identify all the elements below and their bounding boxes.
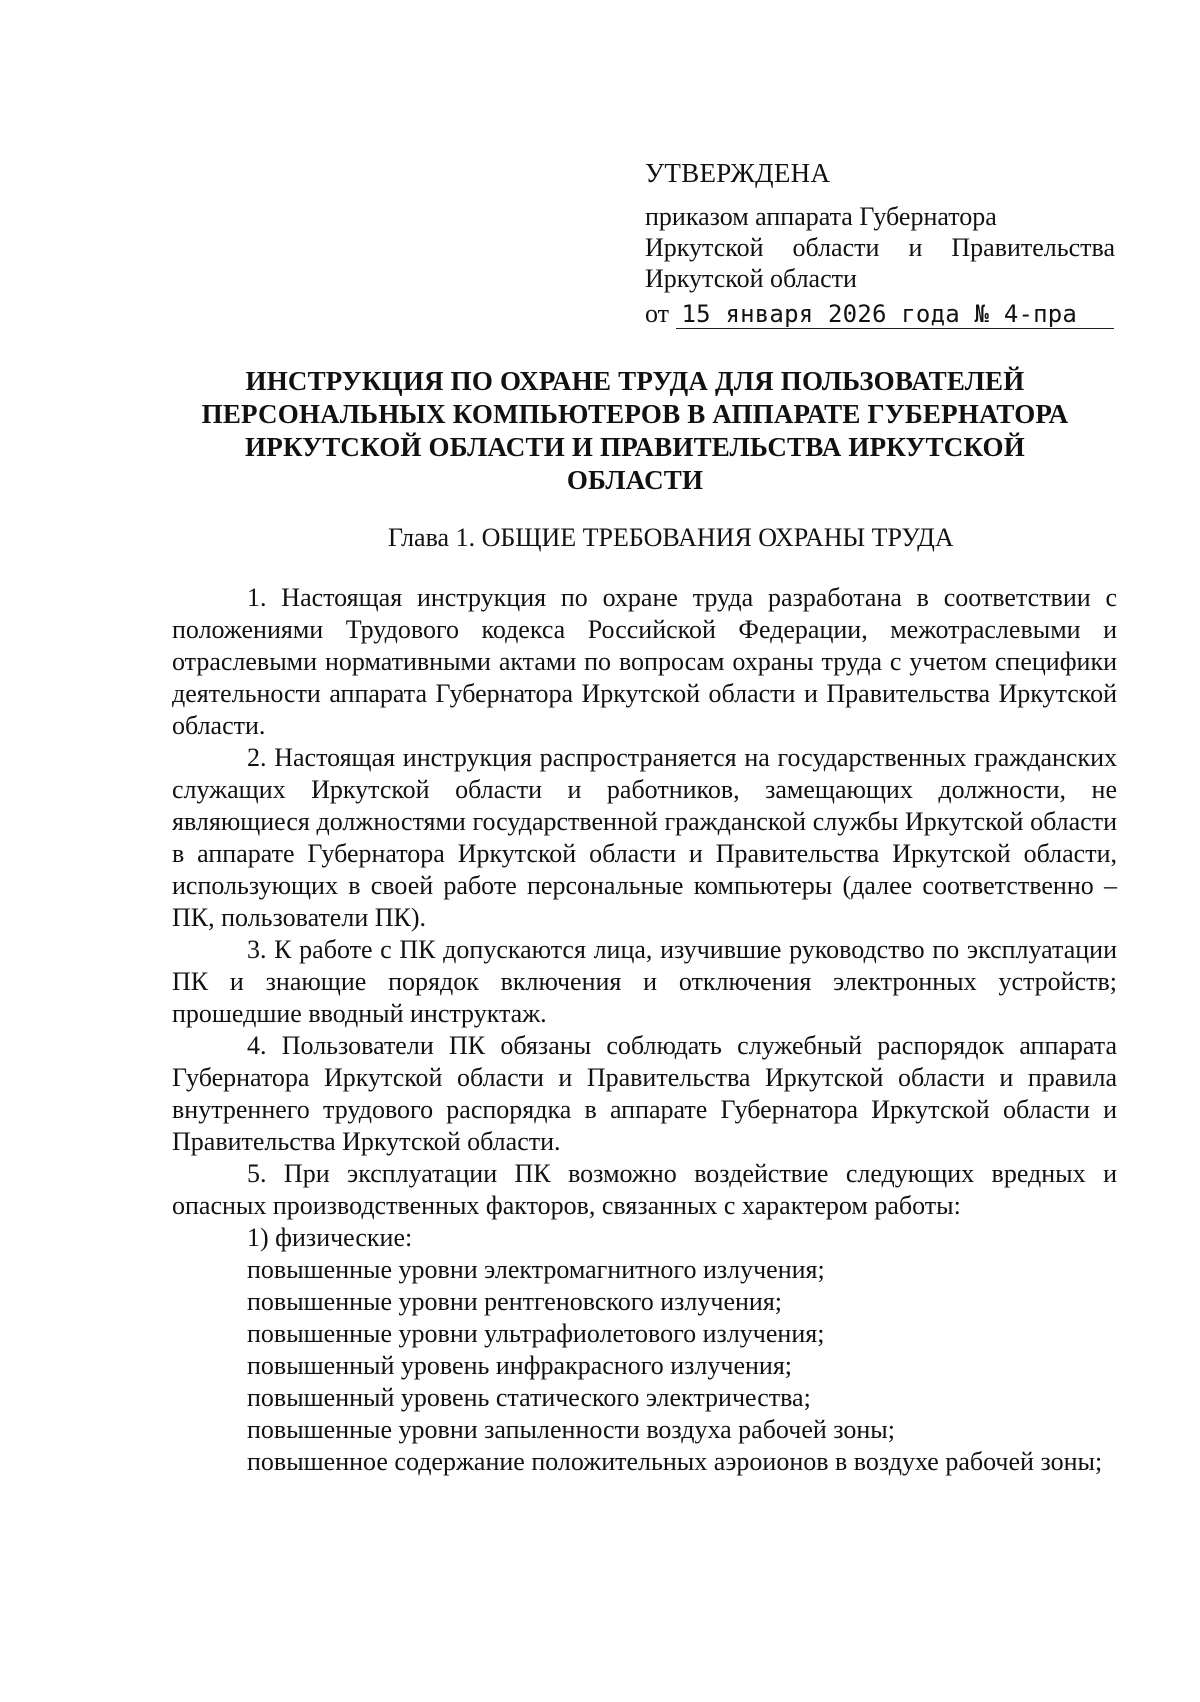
factor-item: повышенный уровень статического электричества; [247,1383,811,1412]
approval-line-3: Иркутской области [645,264,857,293]
document-title [170,365,1100,497]
approval-label: УТВЕРЖДЕНА [645,158,831,188]
approval-line-1: приказом аппарата Губернатора [645,202,997,231]
chapter-heading: Глава 1. ОБЩИЕ ТРЕБОВАНИЯ ОХРАНЫ ТРУДА [388,523,954,552]
title-line-4: ОБЛАСТИ [566,465,704,495]
title-line-3: ИРКУТСКОЙ ОБЛАСТИ И ПРАВИТЕЛЬСТВА ИРКУТСКОЙ [245,432,1025,462]
paragraph-5: 5. При эксплуатации ПК возможно воздействие следующих вредных и опасных производственных факторов, связанных с характером работы: [172,1159,1117,1220]
factor-item: повышенный уровень инфракрасного излучения; [247,1351,793,1380]
approval-date-prefix: от [645,299,670,328]
factor-item-last: повышенное содержание положительных аэроионов в воздухе рабочей зоны; [247,1447,1103,1476]
paragraph-2: 2. Настоящая инструкция распространяется на государственных гражданских служащих Иркутской области и работников, замещающих должности, не являющиеся должностями государственной гражданской службы Иркутской области в аппарате Губернатора Иркутской области и Правительства Иркутской области, использующих в своей работе персональные компьютеры (далее соответственно – ПК, пользователи ПК). [172,743,1117,932]
paragraph-1: 1. Настоящая инструкция по охране труда разработана в соответствии с положениями Трудового кодекса Российской Федерации, межотраслевыми и отраслевыми нормативными актами по вопросам охраны труда с учетом специфики деятельности аппарата Губернатора Иркутской области и Правительства Иркутской области. [172,583,1117,740]
approval-date-line [645,298,1115,329]
title-line-1: ИНСТРУКЦИЯ ПО ОХРАНЕ ТРУДА ДЛЯ ПОЛЬЗОВАТЕЛЕЙ [245,366,1025,396]
factor-item: повышенные уровни рентгеновского излучения; [247,1287,783,1316]
title-line-2: ПЕРСОНАЛЬНЫХ КОМПЬЮТЕРОВ В АППАРАТЕ ГУБЕРНАТОРА [201,399,1069,429]
approval-date-value: 15 января 2026 года № 4-пра [676,300,1114,329]
paragraph-4: 4. Пользователи ПК обязаны соблюдать служебный распорядок аппарата Губернатора Иркутской области и Правительства Иркутской области и правила внутреннего трудового распорядка в аппарате Губернатора Иркутской области и Правительства Иркутской области. [172,1031,1117,1156]
approval-line-2: Иркутской области и Правительства [645,233,1115,262]
factor-item: повышенные уровни электромагнитного излучения; [247,1255,825,1284]
document-body [172,582,1117,1478]
factors-heading: 1) физические: [247,1223,413,1252]
paragraph-3: 3. К работе с ПК допускаются лица, изучившие руководство по эксплуатации ПК и знающие порядок включения и отключения электронных устройств; прошедшие вводный инструктаж. [172,935,1117,1028]
factor-item: повышенные уровни ультрафиолетового излучения; [247,1319,825,1348]
approval-block [645,158,1115,329]
factor-item: повышенные уровни запыленности воздуха рабочей зоны; [247,1415,895,1444]
